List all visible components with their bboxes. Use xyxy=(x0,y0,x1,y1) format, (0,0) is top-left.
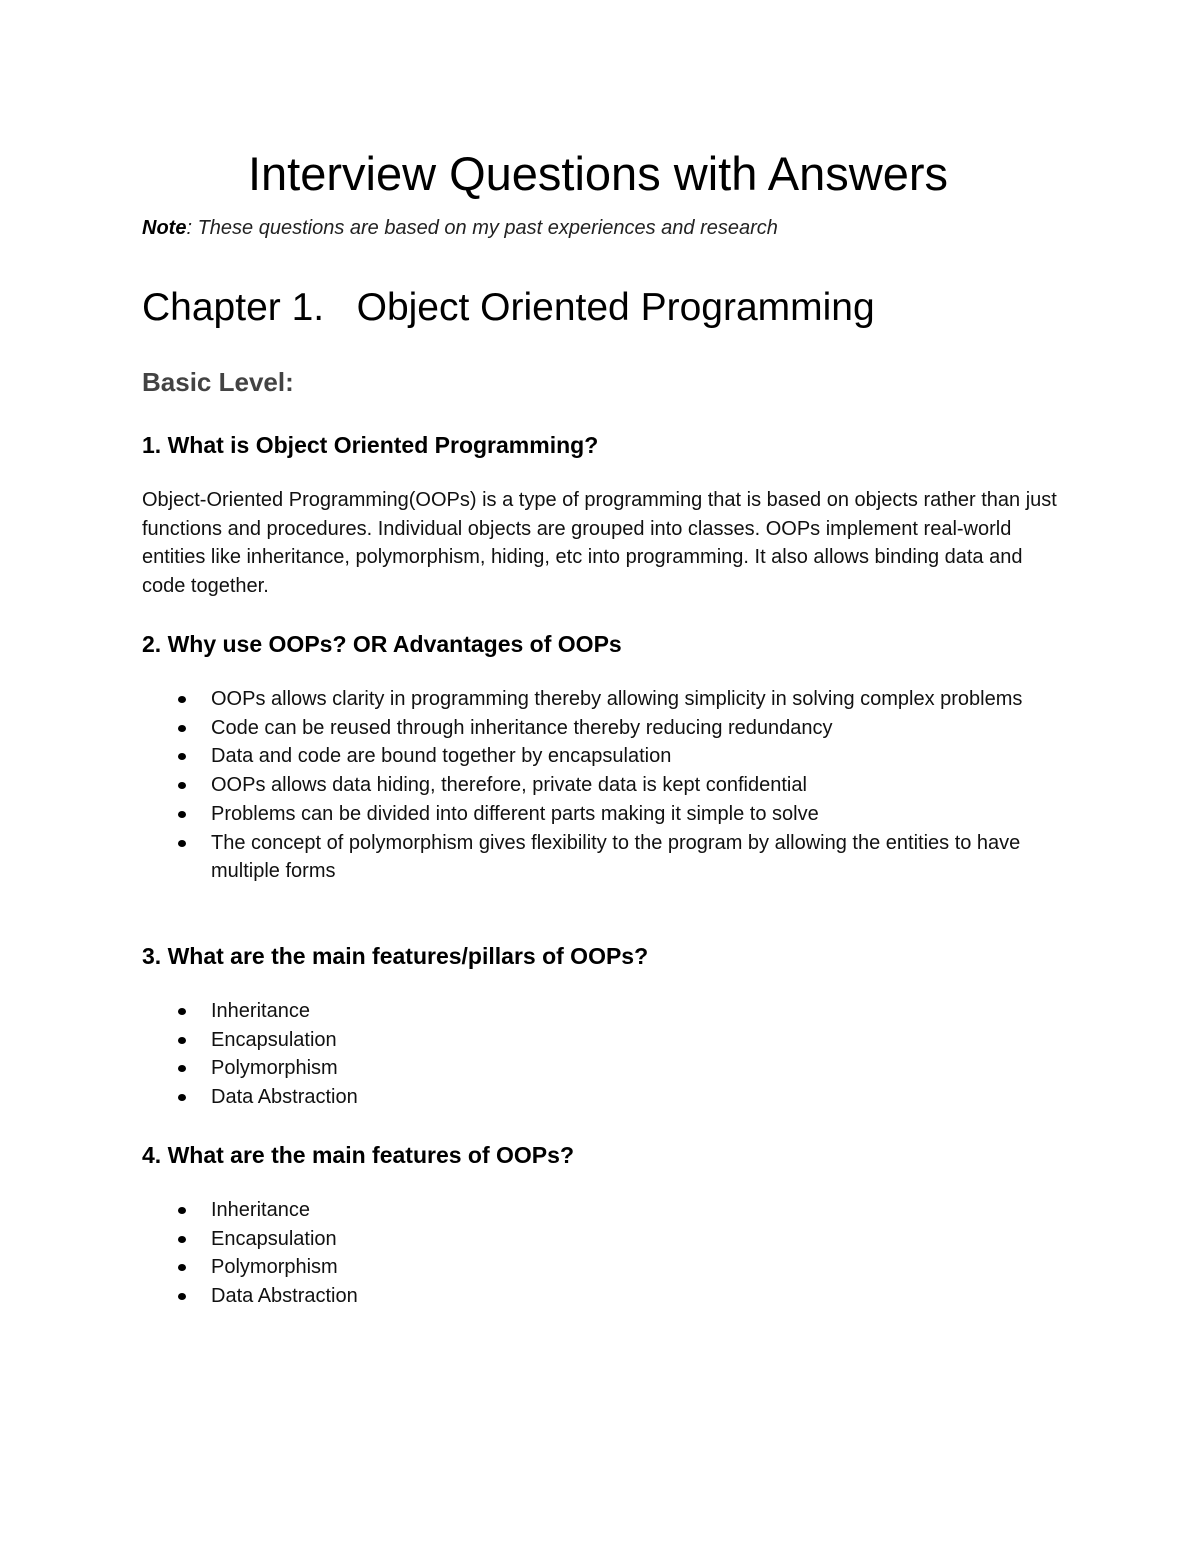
question-heading-3: 3. What are the main features/pillars of OOPs? xyxy=(142,943,649,969)
chapter-heading: Chapter 1. Object Oriented Programming xyxy=(142,286,875,329)
bullet-icon xyxy=(178,696,186,703)
list-item: The concept of polymorphism gives flexibility to the program by allowing the entities to have multiple forms xyxy=(142,829,1042,886)
bullet-icon xyxy=(178,1037,186,1044)
features-list xyxy=(142,1196,1042,1311)
list-item: OOPs allows data hiding, therefore, private data is kept confidential xyxy=(142,771,1042,800)
bullet-icon xyxy=(178,840,186,847)
question-heading-4: 4. What are the main features of OOPs? xyxy=(142,1142,574,1168)
note-label: Note xyxy=(142,217,187,239)
list-item: Encapsulation xyxy=(142,1026,1042,1055)
note-text: : These questions are based on my past experiences and research xyxy=(186,217,778,239)
bullet-icon xyxy=(178,811,186,818)
bullet-icon xyxy=(178,1293,186,1300)
bullet-icon xyxy=(178,1236,186,1243)
list-item: Polymorphism xyxy=(142,1253,1042,1282)
note-line xyxy=(142,215,778,241)
pillars-list xyxy=(142,997,1042,1112)
list-item: Problems can be divided into different parts making it simple to solve xyxy=(142,800,1042,829)
bullet-icon xyxy=(178,1008,186,1015)
level-heading: Basic Level: xyxy=(142,367,294,397)
answer-paragraph-1: Object-Oriented Programming(OOPs) is a type of programming that is based on objects rather than just functions and procedures. Individual objects are grouped into classes. OOPs implement real-world entities like inheritance, polymorphism, hiding, etc into programming. It also allows binding data and code together. xyxy=(142,489,1057,597)
list-item: Data Abstraction xyxy=(142,1083,1042,1112)
list-item: Inheritance xyxy=(142,997,1042,1026)
bullet-icon xyxy=(178,1207,186,1214)
bullet-icon xyxy=(178,1264,186,1271)
bullet-icon xyxy=(178,725,186,732)
bullet-icon xyxy=(178,1065,186,1072)
list-item: Data Abstraction xyxy=(142,1282,1042,1311)
list-item: Data and code are bound together by encapsulation xyxy=(142,742,1042,771)
list-item: OOPs allows clarity in programming thereby allowing simplicity in solving complex problems xyxy=(142,685,1042,714)
list-item: Polymorphism xyxy=(142,1054,1042,1083)
bullet-icon xyxy=(178,1094,186,1101)
document-title: Interview Questions with Answers xyxy=(247,147,949,200)
list-item: Inheritance xyxy=(142,1196,1042,1225)
advantages-list xyxy=(142,685,1042,886)
question-heading-2: 2. Why use OOPs? OR Advantages of OOPs xyxy=(142,631,622,657)
list-item: Code can be reused through inheritance thereby reducing redundancy xyxy=(142,714,1042,743)
bullet-icon xyxy=(178,753,186,760)
list-item: Encapsulation xyxy=(142,1225,1042,1254)
question-heading-1: 1. What is Object Oriented Programming? xyxy=(142,432,599,458)
bullet-icon xyxy=(178,782,186,789)
